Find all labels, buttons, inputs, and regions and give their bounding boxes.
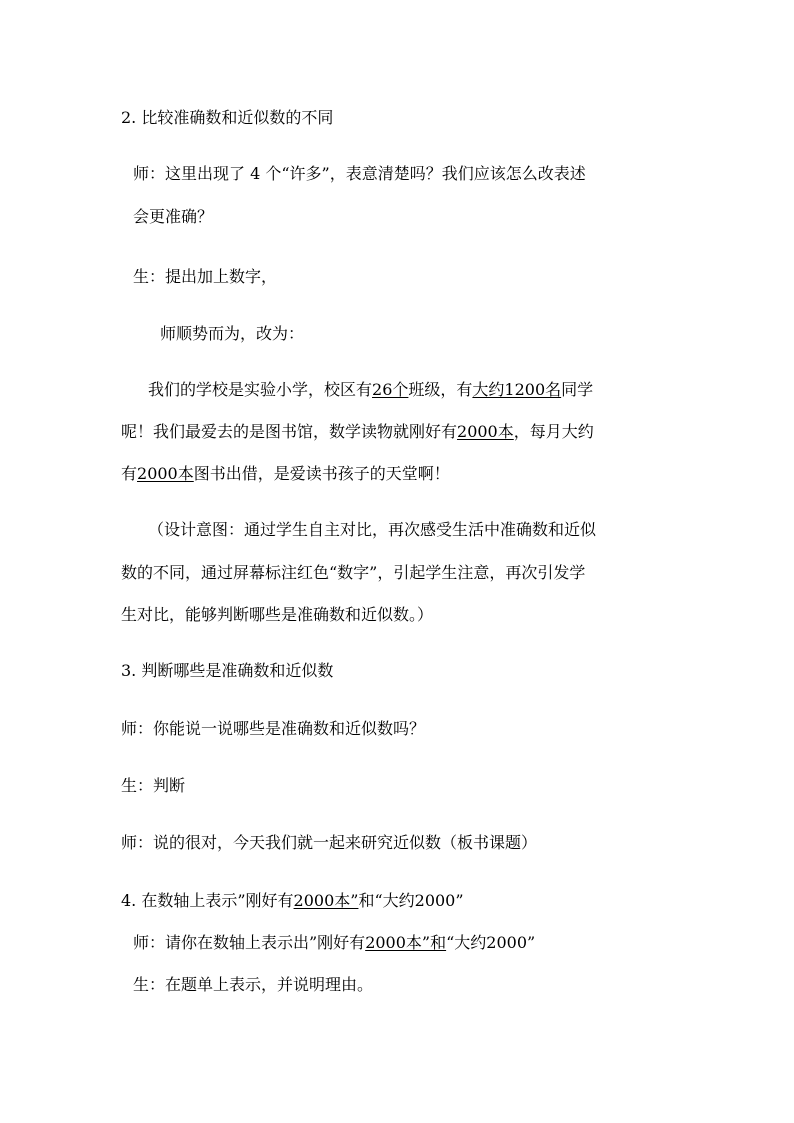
underlined-number: 大约1200名 bbox=[472, 380, 562, 399]
revised-text-line-2: 呢！我们最爱去的是图书馆，数学读物就刚好有2000本，每月大约 bbox=[121, 422, 594, 441]
teacher-revise: 师顺势而为，改为： bbox=[160, 324, 305, 343]
revised-text-line-3: 有2000本图书出借，是爱读书孩子的天堂啊！ bbox=[121, 464, 450, 483]
heading-number-line: 4. 在数轴上表示”刚好有2000本”和“大约2000” bbox=[121, 891, 464, 910]
underlined-number: 2000本 bbox=[137, 464, 194, 483]
student-line-3: 生：在题单上表示，并说明理由。 bbox=[133, 975, 374, 994]
underlined-number: 2000本 bbox=[457, 422, 514, 441]
teacher-line-1-cont: 会更准确？ bbox=[133, 207, 214, 226]
design-intent-line-1: （设计意图：通过学生自主对比，再次感受生活中准确数和近似 bbox=[148, 520, 597, 539]
underlined-number: 2000本” bbox=[293, 891, 359, 910]
revised-text-line-1: 我们的学校是实验小学，校区有26个班级，有大约1200名同学 bbox=[148, 380, 594, 399]
student-line-1: 生：提出加上数字， bbox=[133, 267, 278, 286]
teacher-line-3: 师：说的很对，今天我们就一起来研究近似数（板书课题） bbox=[121, 833, 538, 852]
teacher-line-1: 师：这里出现了 4 个“许多”，表意清楚吗？我们应该怎么改表述 bbox=[133, 164, 586, 183]
underlined-number: 26个 bbox=[372, 380, 409, 399]
design-intent-line-3: 生对比，能够判断哪些是准确数和近似数。） bbox=[121, 605, 434, 624]
heading-judge: 3. 判断哪些是准确数和近似数 bbox=[121, 661, 334, 680]
heading-compare: 2. 比较准确数和近似数的不同 bbox=[121, 108, 334, 127]
teacher-line-2: 师：你能说一说哪些是准确数和近似数吗？ bbox=[121, 719, 426, 738]
underlined-number: 2000本”和 bbox=[365, 933, 447, 952]
student-line-2: 生：判断 bbox=[121, 776, 186, 795]
design-intent-line-2: 数的不同，通过屏幕标注红色“数字”，引起学生注意，再次引发学 bbox=[121, 563, 586, 582]
teacher-line-4: 师：请你在数轴上表示出”刚好有2000本”和“大约2000” bbox=[133, 933, 536, 952]
